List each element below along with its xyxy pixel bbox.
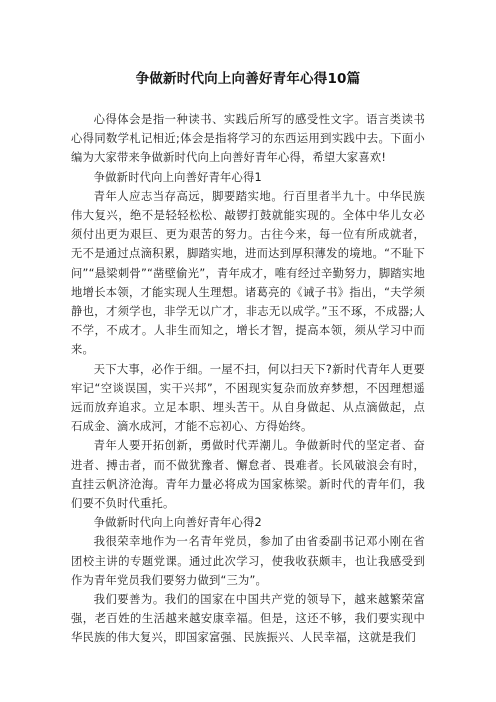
section-heading-2: 争做新时代向上向善好青年心得2	[93, 516, 262, 530]
body-paragraph: 青年人要开拓创新，勇做时代弄潮儿。争做新时代的坚定者、奋进者、搏击者，而不做犹豫者、懈怠者、畏难者。长风破浪会有时，直挂云帆济沧海。青年力量必将成为国家栋梁。新时代的青年们，我们要不负时代重托。	[71, 439, 425, 511]
body-paragraph: 我很荣幸地作为一名青年党员，参加了由省委副书记邓小刚在省团校主讲的专题党课。通过此次学习，使我收获颇丰，也让我感受到作为青年党员我们要努力做到“三为”。	[71, 535, 425, 587]
document-title: 争做新时代向上向善好青年心得10篇	[135, 71, 361, 87]
intro-paragraph: 心得体会是指一种读书、实践后所写的感受性文字。语言类读书心得同数学札记相近;体会是指将学习的东西运用到实践中去。下面小编为大家带来争做新时代向上向善好青年心得，希望大家喜欢!	[71, 113, 425, 165]
body-paragraph: 青年人应志当存高远，脚要踏实地。行百里者半九十。中华民族伟大复兴，绝不是轻轻松松、敲锣打鼓就能实现的。全体中华儿女必须付出更为艰巨、更为艰苦的努力。古往今来，每一位有所成就者，无不是通过点滴积累，脚踏实地，进而达到厚积薄发的境地。“不耻下问”“悬梁刺骨”“凿壁偷光”，青年成才，唯有经过辛勤努力，脚踏实地地增长本领，才能实现人生理想。诸葛亮的《诫子书》指出，“夫学须静也，才须学也，非学无以广才，非志无以成学。”玉不琢，不成器;人不学，不成才。人非生而知之，增长才智，提高本领，须从学习中而来。	[71, 189, 425, 357]
section-heading-1: 争做新时代向上向善好青年心得1	[93, 170, 262, 184]
body-paragraph: 天下大事，必作于细。一屋不扫，何以扫天下?新时代青年人更要牢记“空谈误国，实干兴邦”，不困现实复杂而放弃梦想，不因理想遥远而放弃追求。立足本职、埋头苦干。从自身做起、从点滴做起，点石成金、滴水成河，才能不忘初心、方得始终。	[71, 362, 425, 434]
body-paragraph: 我们要善为。我们的国家在中国共产党的领导下，越来越繁荣富强，老百姓的生活越来越安康幸福。但是，这还不够，我们要实现中华民族的伟大复兴，即国家富强、民族振兴、人民幸福，这就是我们	[71, 593, 425, 645]
document-body	[71, 110, 425, 648]
